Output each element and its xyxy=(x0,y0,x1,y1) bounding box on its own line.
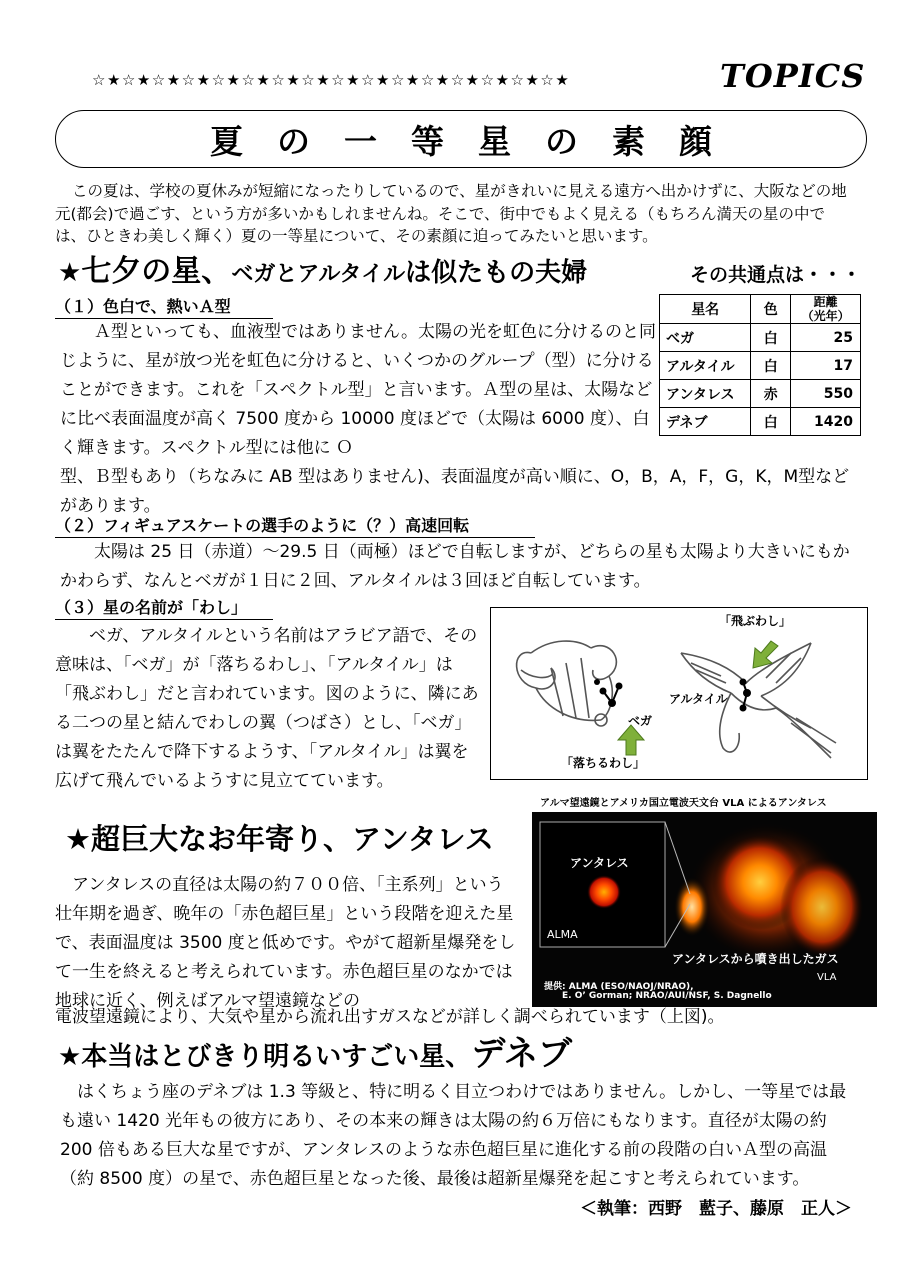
table-header-row xyxy=(660,295,861,324)
paragraph-a-type: Ａ型といっても、血液型ではありません。太陽の光を虹色に分けるのと同じように、星が放つ光を虹色に分けると、いくつかのグループ（型）に分けることができます。これを「スペクトル型」と言います。Ａ型の星は、太陽などに比べ表面温度が高く 7500 度から 10000 度ほどで（太陽は 6000 度）、白く輝きます。スペクトル型には他に Ｏ xyxy=(60,322,657,458)
topics-label: TOPICS xyxy=(720,57,866,95)
cell-name: ベガ xyxy=(660,324,751,352)
paragraph-deneb: はくちょう座のデネブは 1.3 等級と、特に明るく目立つわけではありません。しかし、一等星では最も遠い 1420 光年もの彼方にあり、その本来の輝きは太陽の約６万倍にもなります。直径が太陽の約 200 倍もある巨大な星ですが、アンタレスのような赤色超巨星に進化する前の段階の白いＡ型の高温（約 8500 度）の星で、赤色超巨星となった後、最後は超新星爆発を起こすと考えられています。 xyxy=(60,1082,847,1189)
cell-color: 白 xyxy=(751,324,791,352)
paragraph-antares: アンタレスの直径は太陽の約７００倍、「主系列」という壮年期を過ぎ、晩年の「赤色超巨星」という段階を迎えた星で、表面温度は 3500 度と低めです。やがて超新星爆発をして一生を終えると考えられています。赤色超巨星のなかでは地球に近く、例えばアルマ望遠鏡などの xyxy=(55,875,516,1011)
decorative-star-row: ☆★☆★☆★☆★☆★☆★☆★☆★☆★☆★☆★☆★☆★☆★☆★☆★ xyxy=(92,71,571,89)
cell-color: 赤 xyxy=(751,380,791,408)
image-credit-line-2: E. O’ Gorman; NRAO/AUI/NSF, S. Dagnello xyxy=(562,991,772,1001)
title-banner xyxy=(55,110,867,168)
section-heading-deneb xyxy=(58,1034,572,1074)
cell-name: アンタレス xyxy=(660,380,751,408)
cell-distance: 550 xyxy=(791,380,861,408)
antares-image-caption: アルマ望遠鏡とアメリカ国立電波天文台 VLA によるアンタレス xyxy=(540,798,827,809)
label-vla: VLA xyxy=(817,972,837,983)
label-antares: アンタレス xyxy=(570,856,629,870)
label-altair: アルタイル xyxy=(669,692,728,706)
header-color: 色 xyxy=(751,295,791,324)
heading-star-mark: ★ xyxy=(58,258,82,288)
star-data-table xyxy=(659,294,861,436)
section-heading-antares: ★超巨大なお年寄り、アンタレス xyxy=(65,822,494,856)
label-flying-eagle: 「飛ぶわし」 xyxy=(719,614,792,628)
heading-part-couple: は似たもの夫婦 xyxy=(405,258,588,288)
paragraph-rotation: 太陽は 25 日（赤道）～29.5 日（両極）ほどで自転しますが、どちらの星も太陽より大きいにもかかわらず、なんとベガが１日に２回、アルタイルは３回ほど自転しています。 xyxy=(60,542,850,591)
heading-part-bright-star: ★本当はとびきり明るいすごい星、 xyxy=(58,1042,472,1072)
heading-part-tanabata: 七夕の星、 xyxy=(81,254,232,289)
label-vega: ベガ xyxy=(628,714,653,728)
antares-radio-image xyxy=(532,812,877,1007)
label-falling-eagle: 「落ちるわし」 xyxy=(561,756,646,770)
paragraph-eagle: ベガ、アルタイルという名前はアラビア語で、その意味は、「ベガ」が「落ちるわし」、「アルタイル」は「飛ぶわし」だと言われています。図のように、隣にある二つの星と結んでわしの翼（つばさ）とし、「ベガ」は翼をたたんで降下するようす、「アルタイル」は翼を広げて飛んでいるようすに見立てています。 xyxy=(55,626,479,791)
table-row xyxy=(660,408,861,436)
table-row xyxy=(660,380,861,408)
section-heading-vega-altair xyxy=(58,255,587,292)
cell-color: 白 xyxy=(751,352,791,380)
paragraph-a-type-continued: 型、Ｂ型もあり（ちなみに AB 型はありません)、表面温度が高い順に、O，B，A，F，G，K，M型などがあります。 xyxy=(60,467,850,516)
common-points-label: その共通点は・・・ xyxy=(690,264,862,286)
cell-distance: 25 xyxy=(791,324,861,352)
heading-part-names: ベガとアルタイル xyxy=(231,262,406,287)
cell-distance: 17 xyxy=(791,352,861,380)
subheading-a-type: （１）色白で、熱いＡ型 xyxy=(55,296,273,319)
label-alma: ALMA xyxy=(547,928,578,941)
cell-name: デネブ xyxy=(660,408,751,436)
constellation-figure xyxy=(490,607,868,780)
paragraph-antares-continued: 電波望遠鏡により、大気や星から流れ出すガスなどが詳しく調べられています（上図)。 xyxy=(55,1007,725,1027)
authors-credit: ＜執筆：西野 藍子、藤原 正人＞ xyxy=(580,1199,852,1219)
header-star-name: 星名 xyxy=(660,295,751,324)
heading-part-deneb: デネブ xyxy=(471,1034,572,1074)
page-title: 夏の一等星の素顔 xyxy=(210,121,746,161)
intro-paragraph: この夏は、学校の夏休みが短縮になったりしているので、星がきれいに見える遠方へ出かけずに、大阪などの地元(都会)で過ごす、という方が多いかもしれませんね。そこで、街中でもよく見える（もちろん満天の星の中では、ひときわ美しく輝く）夏の一等星について、その素顔に迫ってみたいと思います。 xyxy=(55,182,847,245)
cell-name: アルタイル xyxy=(660,352,751,380)
label-gas: アンタレスから噴き出したガス xyxy=(672,952,839,966)
subheading-rotation: （２）フィギュアスケートの選手のように（？）高速回転 xyxy=(55,515,535,538)
subheading-eagle: （３）星の名前が「わし」 xyxy=(55,597,273,620)
table-row xyxy=(660,352,861,380)
header-distance: 距離 （光年） xyxy=(791,295,861,324)
table-row xyxy=(660,324,861,352)
cell-distance: 1420 xyxy=(791,408,861,436)
cell-color: 白 xyxy=(751,408,791,436)
image-credit-line-1: 提供: ALMA (ESO/NAOJ/NRAO), xyxy=(544,982,694,992)
